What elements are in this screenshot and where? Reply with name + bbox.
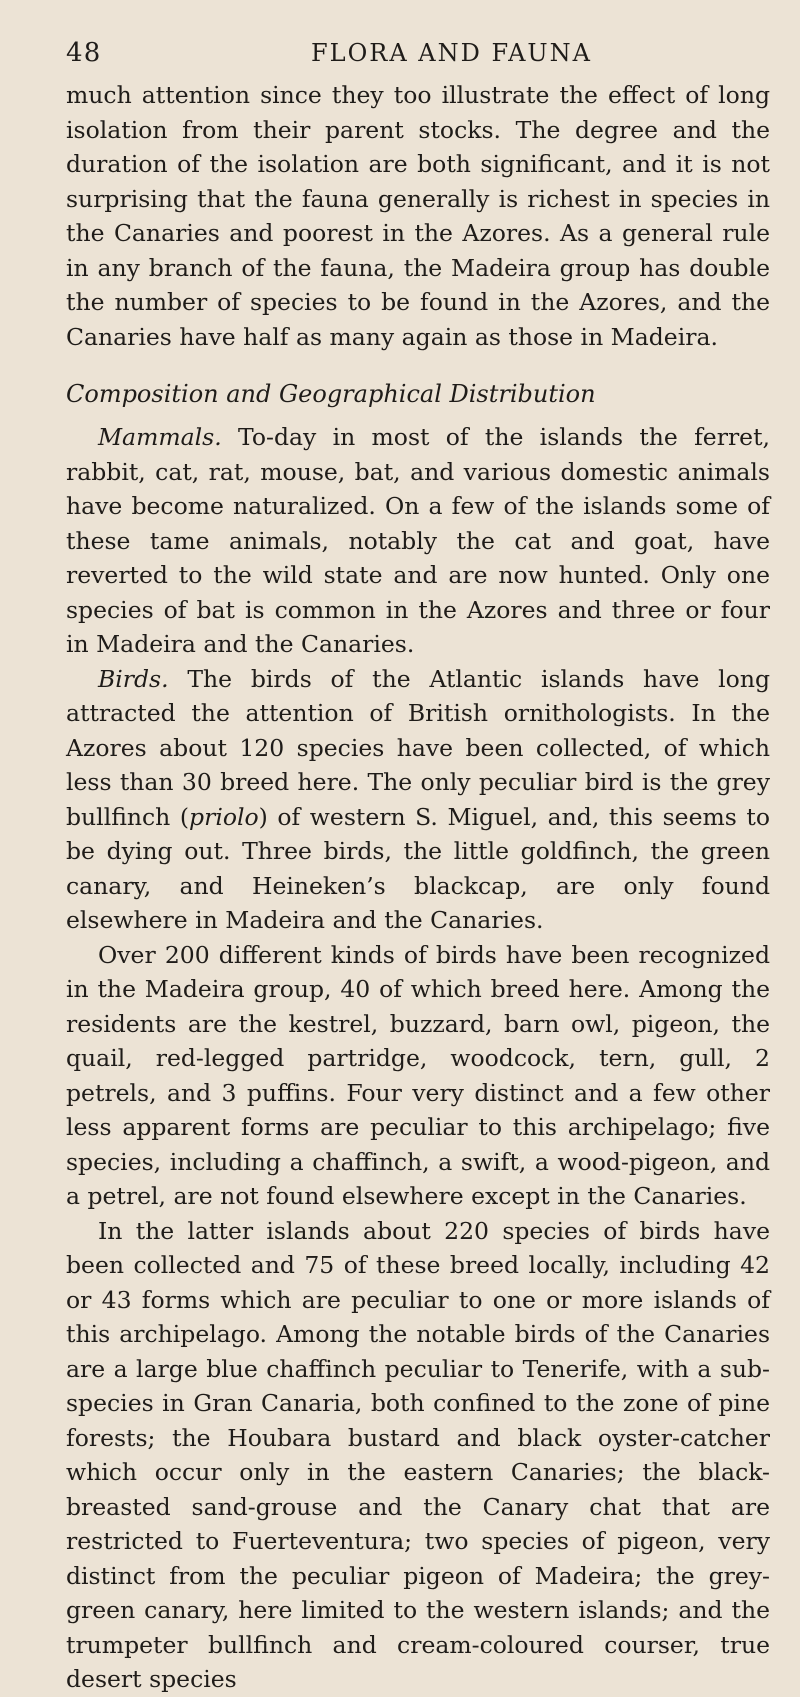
paragraph-madeira-birds: Over 200 different kinds of birds have been recognized in the Madeira group, 40 of which breed here. Among the residents are the kestrel, buzzard, barn owl, pigeon, the quail, red-legged partridge, woodcock, tern, gull, 2 petrels, and 3 puffins. Four very distinct and a few other less apparent forms are peculiar to this archipelago; five species, including a chaffinch, a swift, a wood-pigeon, and a petrel, are not found elsewhere except in the Canaries. xyxy=(66,940,770,1210)
paragraph-mammals xyxy=(66,420,770,662)
page-number: 48 xyxy=(66,38,102,68)
running-header xyxy=(66,38,770,74)
latin-name: priolo xyxy=(189,802,259,831)
paragraph-text: To-day in most of the islands the ferret, rabbit, cat, rat, mouse, bat, and various domestic animals have become naturalized. On a few of the islands some of these tame animals, notably the cat and goat, have reverted to the wild state and are now hunted. Only one species of bat is common in the Azores and three or four in Madeira and the Canaries. xyxy=(66,423,770,658)
running-title: FLORA AND FAUNA xyxy=(311,39,592,67)
section-heading: Composition and Geographical Distribution xyxy=(66,380,596,408)
paragraph-text: The birds of the Atlantic islands have long attracted the attention of British ornithologists. In the Azores about 120 species have been collected, of which less than 30 breed here. The only peculiar bird is the grey bullfinch ( xyxy=(66,664,770,831)
run-in-heading-birds: Birds. xyxy=(98,664,169,693)
body-text xyxy=(66,78,770,1697)
paragraph-canaries-birds: In the latter islands about 220 species of birds have been collected and 75 of these breed locally, including 42 or 43 forms which are peculiar to one or more islands of this archipelago. Among the notable birds of the Canaries are a large blue chaffinch peculiar to Tenerife, with a sub-species in Gran Canaria, both confined to the zone of pine forests; the Houbara bustard and black oyster-catcher which occur only in the eastern Canaries; the black-breasted sand-grouse and the Canary chat that are restricted to Fuerteventura; two species of pigeon, very distinct from the peculiar pigeon of Madeira; the grey-green canary, here limited to the western islands; and the trumpeter bullfinch and cream-coloured courser, true desert species xyxy=(66,1216,770,1693)
run-in-heading-mammals: Mammals. xyxy=(98,423,222,451)
paragraph-text: ) of western S. Miguel, and, this seems to be dying out. Three birds, the little goldfinch, the green canary, and Heineken’s blackcap, are only found elsewhere in Madeira and the Canaries. xyxy=(66,802,770,934)
paragraph-birds xyxy=(66,662,770,938)
paragraph-continuation: much attention since they too illustrate the effect of long isolation from their parent stocks. The degree and the duration of the isolation are both significant, and it is not surprising that the fauna generally is richest in species in the Canaries and poorest in the Azores. As a general rule in any branch of the fauna, the Madeira group has double the number of species to be found in the Azores, and the Canaries have half as many again as those in Madeira. xyxy=(66,81,770,351)
